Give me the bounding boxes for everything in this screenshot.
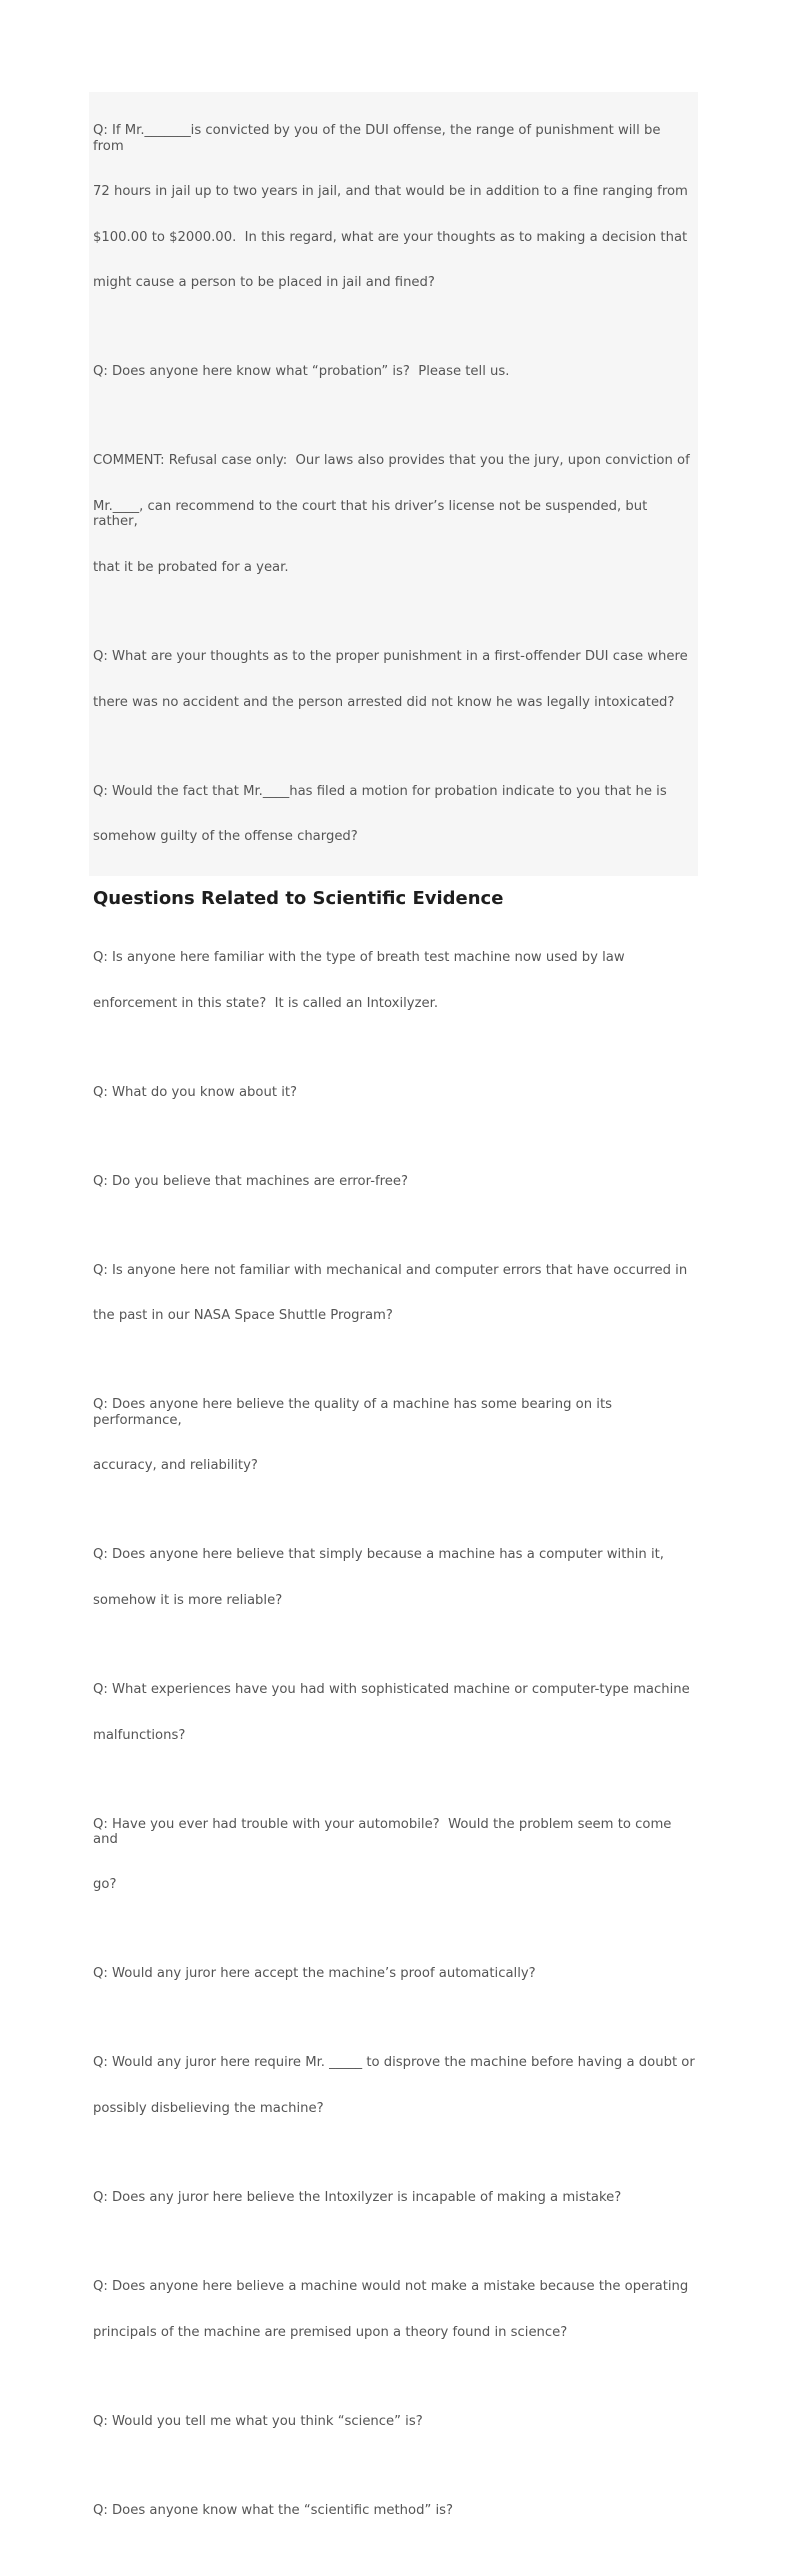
text-line: Q: Does anyone here believe the quality of a machine has some bearing on its performance, xyxy=(93,1397,617,1428)
text-line: Q: What are your thoughts as to the proper punishment in a first-offender DUI case where xyxy=(93,648,688,664)
text-line: might cause a person to be placed in jail and fined? xyxy=(93,275,435,291)
text-line: Q: Does anyone know what the “scientific method” is? xyxy=(93,2502,454,2518)
text-line: Q: Have you ever had trouble with your automobile? Would the problem seem to come and xyxy=(93,1816,676,1847)
paragraph xyxy=(93,1651,695,1773)
text-line: Q: Does anyone here know what “probation” is? Please tell us. xyxy=(93,364,510,380)
text-line: go? xyxy=(93,1877,117,1893)
text-line: Q: Does any juror here believe the Intoxilyzer is incapable of making a mistake? xyxy=(93,2189,622,2205)
text-line: Q: If Mr._______is convicted by you of the DUI offense, the range of punishment will be from xyxy=(93,123,665,154)
text-line: that it be probated for a year. xyxy=(93,559,289,575)
text-line: principals of the machine are premised upon a theory found in science? xyxy=(93,2324,568,2340)
text-line: Mr.____, can recommend to the court that his driver’s license not be suspended, but rather, xyxy=(93,499,652,530)
text-line: Q: Would any juror here accept the machine’s proof automatically? xyxy=(93,1966,536,1982)
text-line: accuracy, and reliability? xyxy=(93,1458,258,1474)
paragraph xyxy=(93,423,695,605)
paragraph xyxy=(93,93,695,321)
paragraph xyxy=(93,334,695,410)
text-line: Q: Would any juror here require Mr. _____ to disprove the machine before having a doubt or xyxy=(93,2055,695,2071)
section-punishment-questions xyxy=(93,93,695,875)
document-body xyxy=(93,93,695,2561)
paragraph xyxy=(93,1786,695,1923)
section-heading: Questions Related to Scientific Evidence xyxy=(93,887,504,909)
paragraph xyxy=(93,2160,695,2236)
text-line: Q: Would you tell me what you think “science” is? xyxy=(93,2413,423,2429)
text-line: COMMENT: Refusal case only: Our laws also provides that you the jury, upon conviction of xyxy=(93,453,690,469)
text-line: Q: Is anyone here not familiar with mechanical and computer errors that have occurred in xyxy=(93,1262,688,1278)
text-line: Q: Does anyone here believe a machine would not make a mistake because the operating xyxy=(93,2279,689,2294)
text-line: Q: Is anyone here familiar with the type of breath test machine now used by law xyxy=(93,950,625,966)
text-line: enforcement in this state? It is called an Intoxilyzer. xyxy=(93,995,439,1011)
paragraph xyxy=(93,1054,695,1130)
paragraph xyxy=(93,2025,695,2147)
paragraph xyxy=(93,1143,695,1219)
paragraph xyxy=(93,1367,695,1504)
text-line: somehow guilty of the offense charged? xyxy=(93,829,358,845)
text-line: Q: What do you know about it? xyxy=(93,1084,298,1100)
text-line: Q: Do you believe that machines are error-free? xyxy=(93,1173,408,1189)
text-line: malfunctions? xyxy=(93,1727,186,1743)
text-line: possibly disbelieving the machine? xyxy=(93,2100,324,2116)
text-line: Q: Would the fact that Mr.____has filed a motion for probation indicate to you that he is xyxy=(93,783,667,799)
text-line: Q: What experiences have you had with sophisticated machine or computer-type machine xyxy=(93,1681,690,1697)
text-line: somehow it is more reliable? xyxy=(93,1592,283,1608)
paragraph xyxy=(93,2383,695,2459)
paragraph xyxy=(93,1517,695,1639)
paragraph xyxy=(93,1232,695,1354)
text-line: there was no accident and the person arrested did not know he was legally intoxicated? xyxy=(93,694,675,710)
paragraph xyxy=(93,920,695,1042)
section-scientific-evidence xyxy=(93,888,695,2549)
text-line: Q: Does anyone here believe that simply because a machine has a computer within it, xyxy=(93,1547,664,1563)
paragraph xyxy=(93,753,695,875)
paragraph xyxy=(93,619,695,741)
text-line: 72 hours in jail up to two years in jail, and that would be in addition to a fine ranging from xyxy=(93,184,688,200)
paragraph xyxy=(93,2249,695,2371)
paragraph xyxy=(93,1936,695,2012)
text-line: the past in our NASA Space Shuttle Program? xyxy=(93,1308,393,1324)
paragraph xyxy=(93,2472,695,2548)
text-line: $100.00 to $2000.00. In this regard, what are your thoughts as to making a decision that xyxy=(93,229,688,245)
